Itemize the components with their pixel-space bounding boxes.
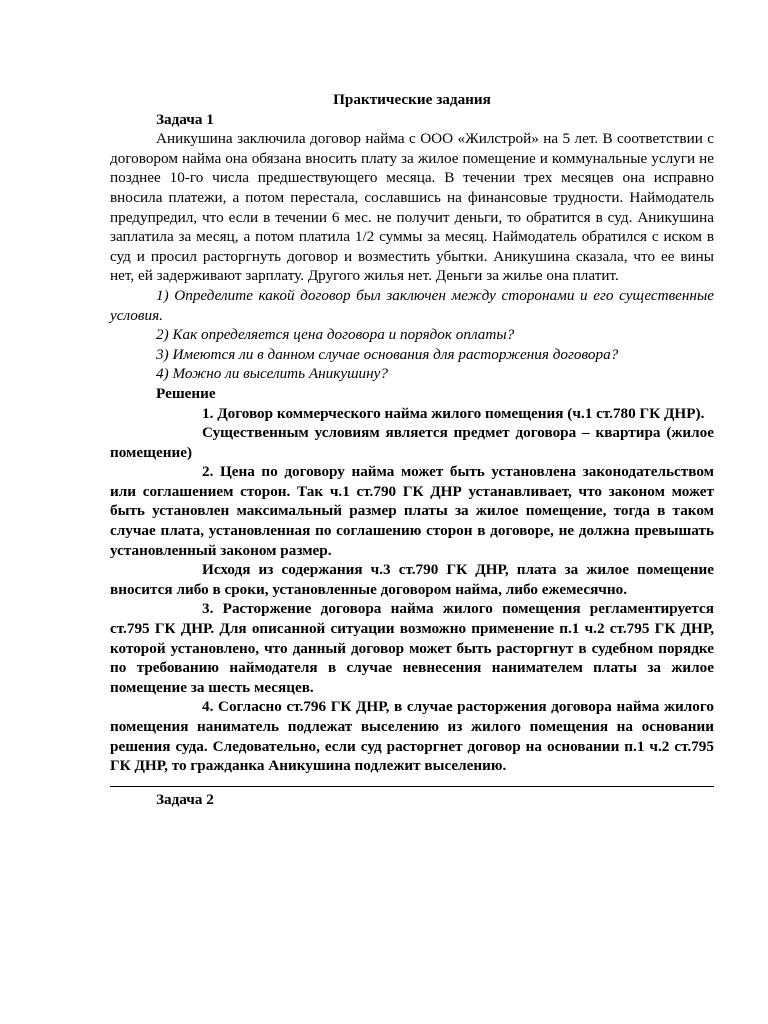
section-divider (110, 786, 714, 787)
solution-paragraph-3: 2. Цена по договору найма может быть установлена законодательством или соглашением сторон. Так ч.1 ст.790 ГК ДНР устанавливает, что законом может быть установлен максимальный размер платы за жилое помещение, тогда в таком случае плата, установленная по соглашению сторон в договоре, не должна превышать установленный законом размер. (110, 463, 714, 559)
task1-question-4: 4) Можно ли выселить Аникушину? (156, 365, 389, 383)
task1-question-3: 3) Имеются ли в данном случае основания для расторжения договора? (156, 345, 619, 363)
solution-paragraph-1: 1. Договор коммерческого найма жилого помещения (ч.1 ст.780 ГК ДНР). (202, 404, 705, 422)
document-title: Практические задания (333, 91, 491, 108)
solution-paragraph-2: Существенным условиям является предмет договора – квартира (жилое помещение) (110, 424, 714, 461)
task1-heading: Задача 1 (156, 110, 214, 128)
task2-heading: Задача 2 (156, 790, 214, 808)
solution-paragraph-5: 3. Расторжение договора найма жилого помещения регламентируется ст.795 ГК ДНР. Для описанной ситуации возможно применение п.1 ч.2 ст.795 ГК ДНР, которой установлено, что данный договор может быть расторгнут в судебном порядке по требованию наймодателя в случае невнесения нанимателем платы за жилое помещение за шесть месяцев. (110, 600, 714, 696)
task1-text: Аникушина заключила договор найма с ООО «Жилстрой» на 5 лет. В соответствии с договором найма она обязана вносить плату за жилое помещение и коммунальные услуги не позднее 10-го числа предшествующего месяца. В течении трех месяцев она исправно вносила платежи, а потом перестала, сославшись на финансовые трудности. Наймодатель предупредил, что если в течении 6 мес. не получит деньги, то обратится в суд. Аникушина заплатила за месяц, а потом платила 1/2 суммы за месяц. Наймодатель обратился с иском в суд и просил расторгнуть договор и возместить убытки. Аникушина сказала, что ее вины нет, ей задерживают зарплату. Другого жилья нет. Деньги за жилье она платит. (110, 130, 714, 285)
task1-question-1: 1) Определите какой договор был заключен между сторонами и его существенные условия. (110, 286, 714, 324)
solution-paragraph-6: 4. Согласно ст.796 ГК ДНР, в случае расторжения договора найма жилого помещения наниматель подлежат выселению из жилого помещения на основании решения суда. Следовательно, если суд расторгнет договор на основании п.1 ч.2 ст.795 ГК ДНР, то гражданка Аникушина подлежит выселению. (110, 698, 714, 775)
solution-paragraph-4: Исходя из содержания ч.3 ст.790 ГК ДНР, плата за жилое помещение вносится либо в сроки, установленные договором найма, либо ежемесячно. (110, 561, 714, 598)
task1-question-2: 2) Как определяется цена договора и порядок оплаты? (156, 326, 515, 344)
solution-heading: Решение (156, 384, 216, 402)
document-page (110, 90, 714, 809)
